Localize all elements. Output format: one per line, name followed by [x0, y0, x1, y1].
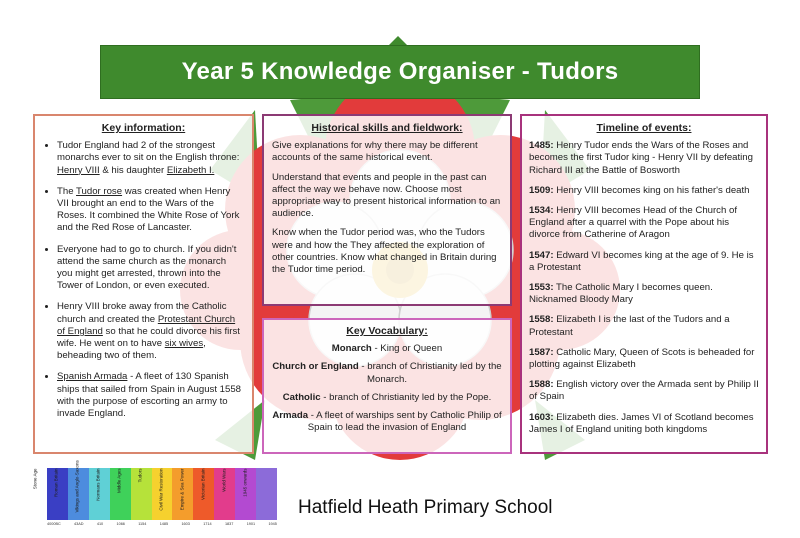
vocab-item: Monarch - King or Queen — [331, 343, 443, 355]
history-period-label: Empire & Sea Power — [179, 468, 185, 511]
timeline-event: 1534: Henry VIII becomes Head of the Church of England after a quarrel with the Pope about his divorce from Catherine of Aragon — [529, 205, 737, 241]
key-info-item: • Tudor England had 2 of the strongest monarchs ever to sit on the English throne: Henry VIII & his daughter Elizabeth I. — [57, 140, 244, 177]
timeline-event: 1558: Elizabeth I is the last of the Tudors and a Protestant — [529, 314, 730, 338]
history-year-label: 1714 — [203, 522, 212, 526]
vocab-item: Catholic - branch of Christianity led by the Pope. — [282, 391, 492, 403]
key-info-item: • The Tudor rose was created when Henry VII brought an end to the Wars of the Roses. It combined the White Rose of York and the Red Rose of Lancaster. — [57, 186, 244, 235]
page-title: Year 5 Knowledge Organiser - Tudors — [181, 58, 619, 85]
skills-paragraph: Give explanations for why there may be different accounts of the same historical event. — [272, 140, 478, 164]
history-year-label: 410 — [96, 522, 104, 526]
history-year-label: 43AD — [74, 522, 84, 526]
vocab-item: Church or England - branch of Christianity led by the Monarch. — [272, 361, 502, 385]
history-period-label: Civil War Restoration — [158, 468, 164, 511]
timeline-heading: Timeline of events: — [596, 122, 692, 134]
history-year-label: 1066 — [116, 522, 125, 526]
history-period-label: Middle Ages — [116, 468, 122, 494]
history-period-label: 1945 onwards — [242, 468, 248, 497]
history-period-label: Roman Britain — [53, 468, 59, 498]
title-banner — [100, 45, 700, 99]
timeline-event: 1485: Henry Tudor ends the Wars of the Roses and becomes the first Tudor king - Henry VII by defeating Richard III at the Battle of Bosworth — [529, 140, 753, 176]
history-period-label: Normans Britain — [95, 468, 101, 501]
british-history-strip — [32, 460, 277, 520]
history-period-label: Victorian Britain — [200, 468, 206, 500]
timeline-event: 1603: Elizabeth dies. James VI of Scotland becomes James I of England uniting both kingdoms — [529, 411, 754, 435]
timeline-event: 1553: The Catholic Mary I becomes queen. Nicknamed Bloody Mary — [529, 282, 713, 306]
key-information-heading: Key information: — [101, 122, 186, 134]
key-info-item: • Henry VIII broke away from the Catholic church and created the Protestant Church of England so that he could divorce his first wife. He went on to have six wives, beheading two of them. — [57, 301, 244, 362]
historical-skills-panel — [262, 114, 512, 306]
history-period-label: Stone Age — [32, 468, 38, 490]
history-strip-years — [47, 522, 277, 526]
skills-paragraph: Understand that events and people in the past can affect the way we behave now. Choose most appropriate way to present historical information to an audience. — [272, 171, 501, 220]
key-vocabulary-panel — [262, 318, 512, 454]
key-info-item: • Everyone had to go to church. If you didn't attend the same church as the monarch you might get arrested, thrown into the Tower of London, or even executed. — [57, 244, 244, 293]
skills-heading: Historical skills and fieldwork: — [311, 122, 463, 134]
timeline-event: 1509: Henry VIII becomes king on his father's death — [529, 184, 750, 196]
history-period-label: Vikings and Anglo-Saxons — [74, 460, 80, 513]
history-year-label: 1945 — [268, 522, 277, 526]
vocab-item: Armada - A fleet of warships sent by Catholic Philip of Spain to lead the invasion of England — [272, 410, 502, 434]
timeline-event: 1587: Catholic Mary, Queen of Scots is beheaded for plotting against Elizabeth — [529, 346, 755, 371]
key-information-panel — [33, 114, 254, 454]
skills-paragraph: Know when the Tudor period was, who the Tudors were and how the They affected the exploration of other countries. Know what changed in Britain during the Tudor time period. — [272, 227, 497, 276]
history-year-label: 1901 — [246, 522, 256, 526]
history-year-label: 1154 — [138, 522, 147, 526]
timeline-event: 1588: English victory over the Armada sent by Philip II of Spain — [529, 379, 759, 403]
history-period-label: World Wars — [221, 468, 227, 492]
timeline-event: 1547: Edward VI becomes king at the age of 9. He is a Protestant — [529, 249, 754, 273]
vocab-heading: Key Vocabulary: — [346, 325, 428, 337]
school-name: Hatfield Heath Primary School — [298, 497, 553, 518]
key-info-item: • Spanish Armada - A fleet of 130 Spanish ships that sailed from Spain in August 1558 with the purpose of escorting an army to invade England. — [57, 371, 244, 420]
history-year-label: 1603 — [181, 522, 190, 526]
timeline-panel — [520, 114, 768, 454]
history-period-band — [242, 468, 277, 520]
history-year-label: 4000BC — [47, 522, 61, 526]
history-year-label: 1837 — [224, 522, 234, 526]
history-period-label: Tudors — [137, 468, 143, 483]
history-year-label: 1485 — [159, 522, 169, 526]
